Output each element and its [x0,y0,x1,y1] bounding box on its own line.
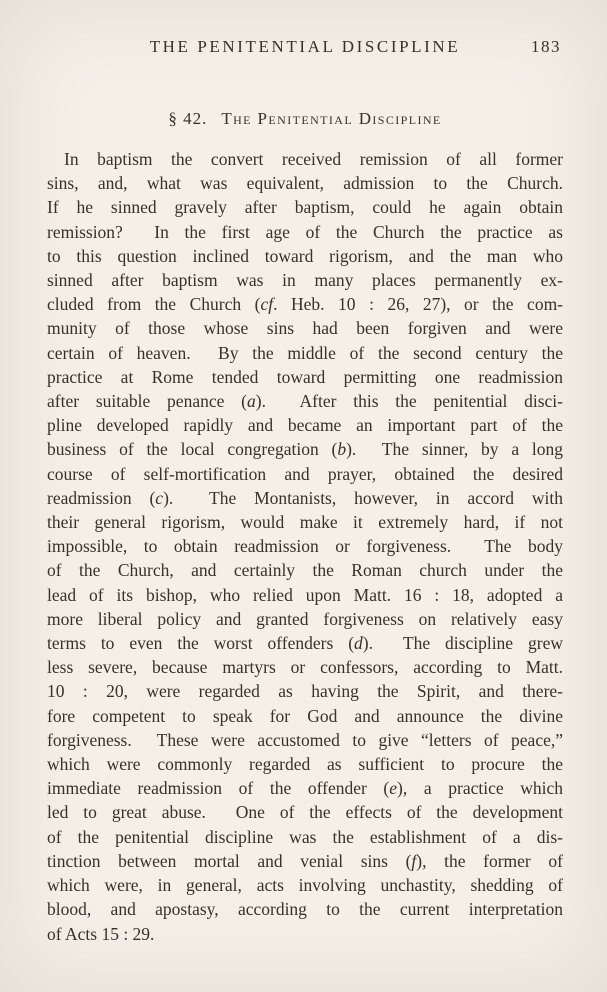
body-line: munity of those whose sins had been forgiven and were [47,318,563,339]
body-text [47,147,563,946]
section-heading [47,109,563,129]
body-line: pline developed rapidly and became an important part of the [47,415,563,436]
body-line: If he sinned gravely after baptism, could he again obtain [47,197,563,218]
body-line: tinction between mortal and venial sins (f), the former of [47,850,563,871]
body-line: immediate readmission of the offender (e), a practice which [47,778,564,799]
body-line: of the Church, and certainly the Roman church under the [47,560,563,581]
body-line: their general rigorism, would make it extremely hard, if not [47,512,563,533]
body-line: 10 : 20, were regarded as having the Spirit, and there- [47,681,563,702]
body-line: remission? In the first age of the Church the practice as [47,221,563,242]
body-line: more liberal policy and granted forgiveness on relatively easy [47,608,563,629]
body-line: readmission (c). The Montanists, however, in accord with [47,487,563,508]
body-line: terms to even the worst offenders (d). The discipline grew [47,633,564,654]
section-number: § 42. [168,109,208,128]
body-line: sins, and, what was equivalent, admission to the Church. [47,173,563,194]
body-line: less severe, because martyrs or confessors, according to Matt. [47,657,563,678]
body-line: of Acts 15 : 29. [47,923,155,944]
body-line: lead of its bishop, who relied upon Matt. 16 : 18, adopted a [47,584,563,605]
body-line: cluded from the Church (cf. Heb. 10 : 26, 27), or the com- [47,294,564,315]
body-line: In baptism the convert received remission of all former [64,149,563,169]
body-line: practice at Rome tended toward permitting one readmission [47,366,563,387]
page-number: 183 [531,37,561,56]
body-line: which were, in general, acts involving unchastity, shedding of [47,875,563,896]
body-line: business of the local congregation (b). The sinner, by a long [47,439,563,460]
body-line: sinned after baptism was in many places permanently ex- [47,270,563,291]
body-line: which were commonly regarded as sufficient to procure the [47,754,563,775]
body-line: course of self-mortification and prayer, obtained the desired [47,463,563,484]
body-line: to this question inclined toward rigorism, and the man who [47,245,563,266]
body-line: forgiveness. These were accustomed to give “letters of peace,” [47,729,563,750]
body-line: after suitable penance (a). After this the penitential disci- [47,391,563,412]
running-header-title: THE PENITENTIAL DISCIPLINE [149,37,461,56]
body-line: led to great abuse. One of the effects of the development [47,802,563,823]
section-title: The Penitential Discipline [221,109,442,128]
body-line: fore competent to speak for God and announce the divine [47,705,563,726]
body-line: impossible, to obtain readmission or forgiveness. The body [47,536,563,557]
body-line: blood, and apostasy, according to the current interpretation [47,899,563,920]
body-line: of the penitential discipline was the establishment of a dis- [47,826,563,847]
body-line: certain of heaven. By the middle of the second century the [47,342,563,363]
running-header [47,37,563,57]
